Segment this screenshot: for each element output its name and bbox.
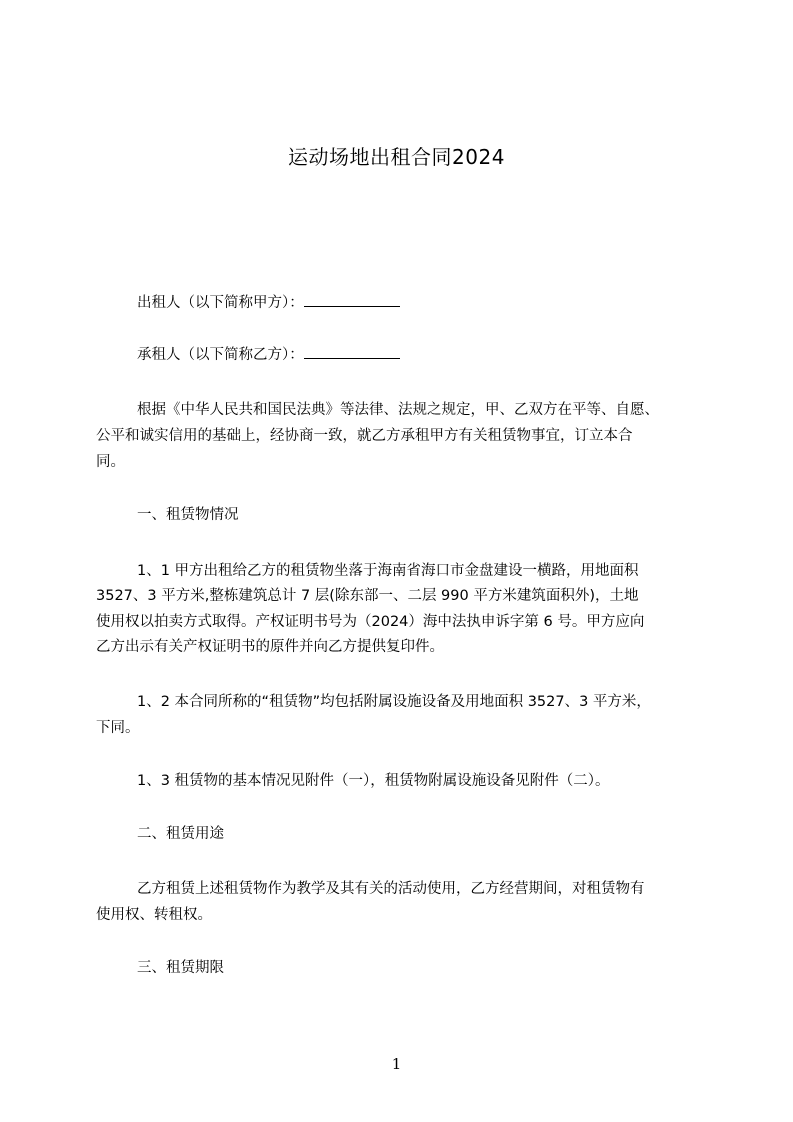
lessee-label: 承租人（以下简称乙方）： [137, 347, 304, 363]
section-2-text-line: 使用权、转租权。 [96, 907, 212, 923]
section-heading-2: 二、租赁用途 [137, 826, 224, 842]
preamble-line: 同。 [96, 454, 125, 470]
document-title: 运动场地出租合同2024 [288, 145, 505, 169]
section-heading-1: 一、租赁物情况 [137, 507, 239, 523]
lessor-blank [304, 292, 400, 307]
clause-1-1-line: 乙方出示有关产权证明书的原件并向乙方提供复印件。 [96, 639, 444, 655]
clause-1-2-line: 下同。 [96, 720, 140, 736]
lessee-blank [304, 344, 400, 359]
clause-1-2-line: 1、2 本合同所称的“租赁物”均包括附属设施设备及用地面积 3527、3 平方米， [137, 694, 651, 710]
page-number: 1 [391, 1055, 402, 1073]
section-heading-3: 三、租赁期限 [137, 960, 224, 976]
lessor-label: 出租人（以下简称甲方）： [137, 295, 304, 311]
section-2-text-line: 乙方租赁上述租赁物作为教学及其有关的活动使用，乙方经营期间，对租赁物有 [137, 881, 645, 897]
lessee-line [137, 344, 400, 365]
clause-1-1-line: 1、1 甲方出租给乙方的租赁物坐落于海南省海口市金盘建设一横路，用地面积 [137, 563, 639, 579]
preamble-line: 公平和诚实信用的基础上，经协商一致，就乙方承租甲方有关租赁物事宜，订立本合 [96, 428, 633, 444]
clause-1-1-line: 3527、3 平方米,整栋建筑总计 7 层(除东部一、二层 990 平方米建筑面积外)，土地 [96, 588, 639, 604]
lessor-line [137, 292, 400, 313]
clause-1-1-line: 使用权以拍卖方式取得。产权证明书号为（2024）海中法执申诉字第 6 号。甲方应向 [96, 614, 645, 630]
preamble-line: 根据《中华人民共和国民法典》等法律、法规之规定，甲、乙双方在平等、自愿、 [137, 402, 659, 418]
clause-1-3: 1、3 租赁物的基本情况见附件（一），租赁物附属设施设备见附件（二）。 [137, 773, 610, 789]
